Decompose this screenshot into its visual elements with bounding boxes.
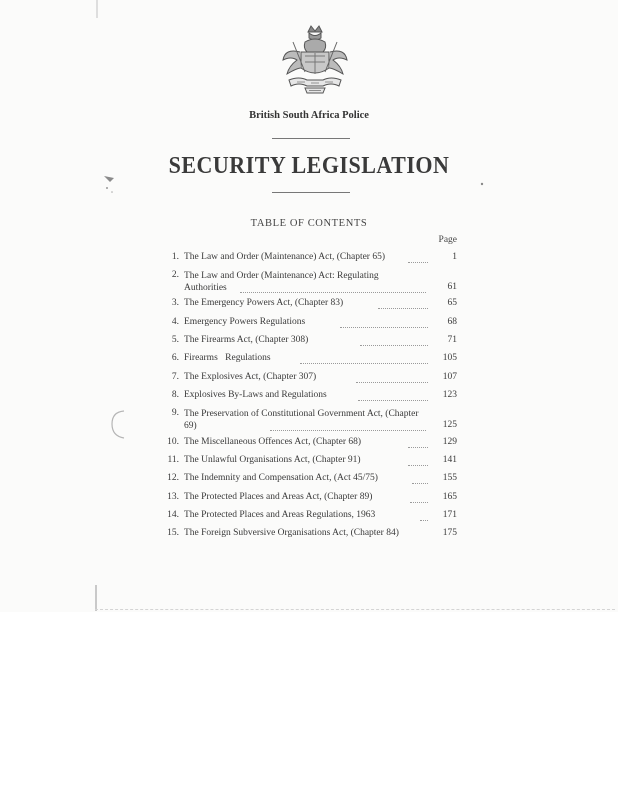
toc-entry-page: 105	[442, 353, 457, 363]
punch-hole-mark	[106, 408, 132, 442]
toc-entry-number: 5.	[171, 335, 179, 345]
toc-entry-page: 71	[447, 335, 457, 345]
toc-entry-number: 10.	[167, 437, 179, 447]
page-edge-mark	[96, 0, 98, 18]
page-edge-mark	[95, 585, 97, 611]
toc-entry-page: 1	[452, 252, 457, 262]
toc-entry-number: 6.	[171, 353, 179, 363]
toc-entry-title: The Firearms Act, (Chapter 308)	[184, 335, 309, 345]
dot-leader	[356, 381, 428, 383]
toc-entry-page: 68	[447, 317, 457, 327]
toc-entry-number: 7.	[171, 372, 179, 382]
toc-heading: TABLE OF CONTENTS	[250, 218, 368, 229]
dot-leader	[408, 464, 428, 466]
toc-entry-number: 12.	[167, 473, 179, 483]
toc-entry-page: 65	[447, 298, 457, 308]
dot-leader	[408, 261, 428, 263]
dot-leader	[410, 501, 428, 503]
dot-leader	[420, 519, 428, 521]
toc-entry-number: 15.	[167, 528, 179, 538]
toc-entry-page: 155	[442, 473, 457, 483]
toc-entry-title: The Indemnity and Compensation Act, (Act 45/75)	[184, 473, 378, 483]
toc-entry-title: The Unlawful Organisations Act, (Chapter 91)	[184, 455, 361, 465]
toc-entry-number: 13.	[167, 492, 179, 502]
toc-entry-title: Firearms Regulations	[184, 353, 271, 363]
toc-entry-title: Emergency Powers Regulations	[184, 317, 306, 327]
toc-entry-number: 4.	[171, 317, 179, 327]
toc-entry-number: 11.	[167, 455, 179, 465]
toc-entry-number: 3.	[171, 298, 179, 308]
toc-entry-title: The Law and Order (Maintenance) Act, (Chapter 65)	[184, 252, 385, 262]
document-title: SECURITY LEGISLATION	[168, 150, 450, 179]
toc-entry-page: 175	[442, 528, 457, 538]
toc-entry-title: The Preservation of Constitutional Government Act, (Chapter 69)	[184, 409, 419, 431]
toc-entry-title: The Protected Places and Areas Act, (Chapter 89)	[184, 492, 373, 502]
toc-entry-page: 141	[442, 455, 457, 465]
toc-entry-page: 171	[442, 510, 457, 520]
toc-entry-page: 165	[442, 492, 457, 502]
toc-entry-title: The Law and Order (Maintenance) Act: Regulating Authorities	[184, 271, 379, 293]
toc-entry-title: The Miscellaneous Offences Act, (Chapter 68)	[184, 437, 362, 447]
toc-entry-number: 14.	[167, 510, 179, 520]
toc-entry-title: The Explosives Act, (Chapter 307)	[184, 372, 317, 382]
divider-rule	[272, 192, 350, 193]
organization-name: British South Africa Police	[249, 110, 369, 121]
page-bottom-edge	[95, 609, 615, 611]
toc-entry-page: 125	[442, 420, 457, 430]
page-column-label: Page	[438, 235, 457, 245]
scan-speck	[478, 180, 486, 188]
toc-entry-number: 9.	[171, 408, 179, 418]
dot-leader	[300, 362, 428, 364]
dot-leader	[270, 429, 426, 431]
scan-smudge	[100, 170, 130, 200]
toc-entry-page: 123	[442, 390, 457, 400]
dot-leader	[240, 291, 426, 293]
toc-entry-title: The Foreign Subversive Organisations Act, (Chapter 84)	[184, 528, 399, 538]
toc-entry-page: 61	[447, 282, 457, 292]
toc-entry-number: 1.	[171, 252, 179, 262]
dot-leader	[408, 446, 428, 448]
dot-leader	[360, 344, 428, 346]
toc-entry-page: 107	[442, 372, 457, 382]
dot-leader	[358, 399, 428, 401]
divider-rule	[272, 138, 350, 139]
toc-entry-title: The Emergency Powers Act, (Chapter 83)	[184, 298, 344, 308]
toc-entry-title: The Protected Places and Areas Regulations, 1963	[184, 510, 376, 520]
bsap-crest-emblem	[275, 22, 355, 102]
toc-entry-number: 2.	[171, 270, 179, 280]
dot-leader	[378, 307, 428, 309]
toc-entry-title: Explosives By-Laws and Regulations	[184, 390, 327, 400]
dot-leader	[412, 482, 428, 484]
dot-leader	[340, 326, 428, 328]
toc-entry-number: 8.	[171, 390, 179, 400]
toc-entry-page: 129	[442, 437, 457, 447]
